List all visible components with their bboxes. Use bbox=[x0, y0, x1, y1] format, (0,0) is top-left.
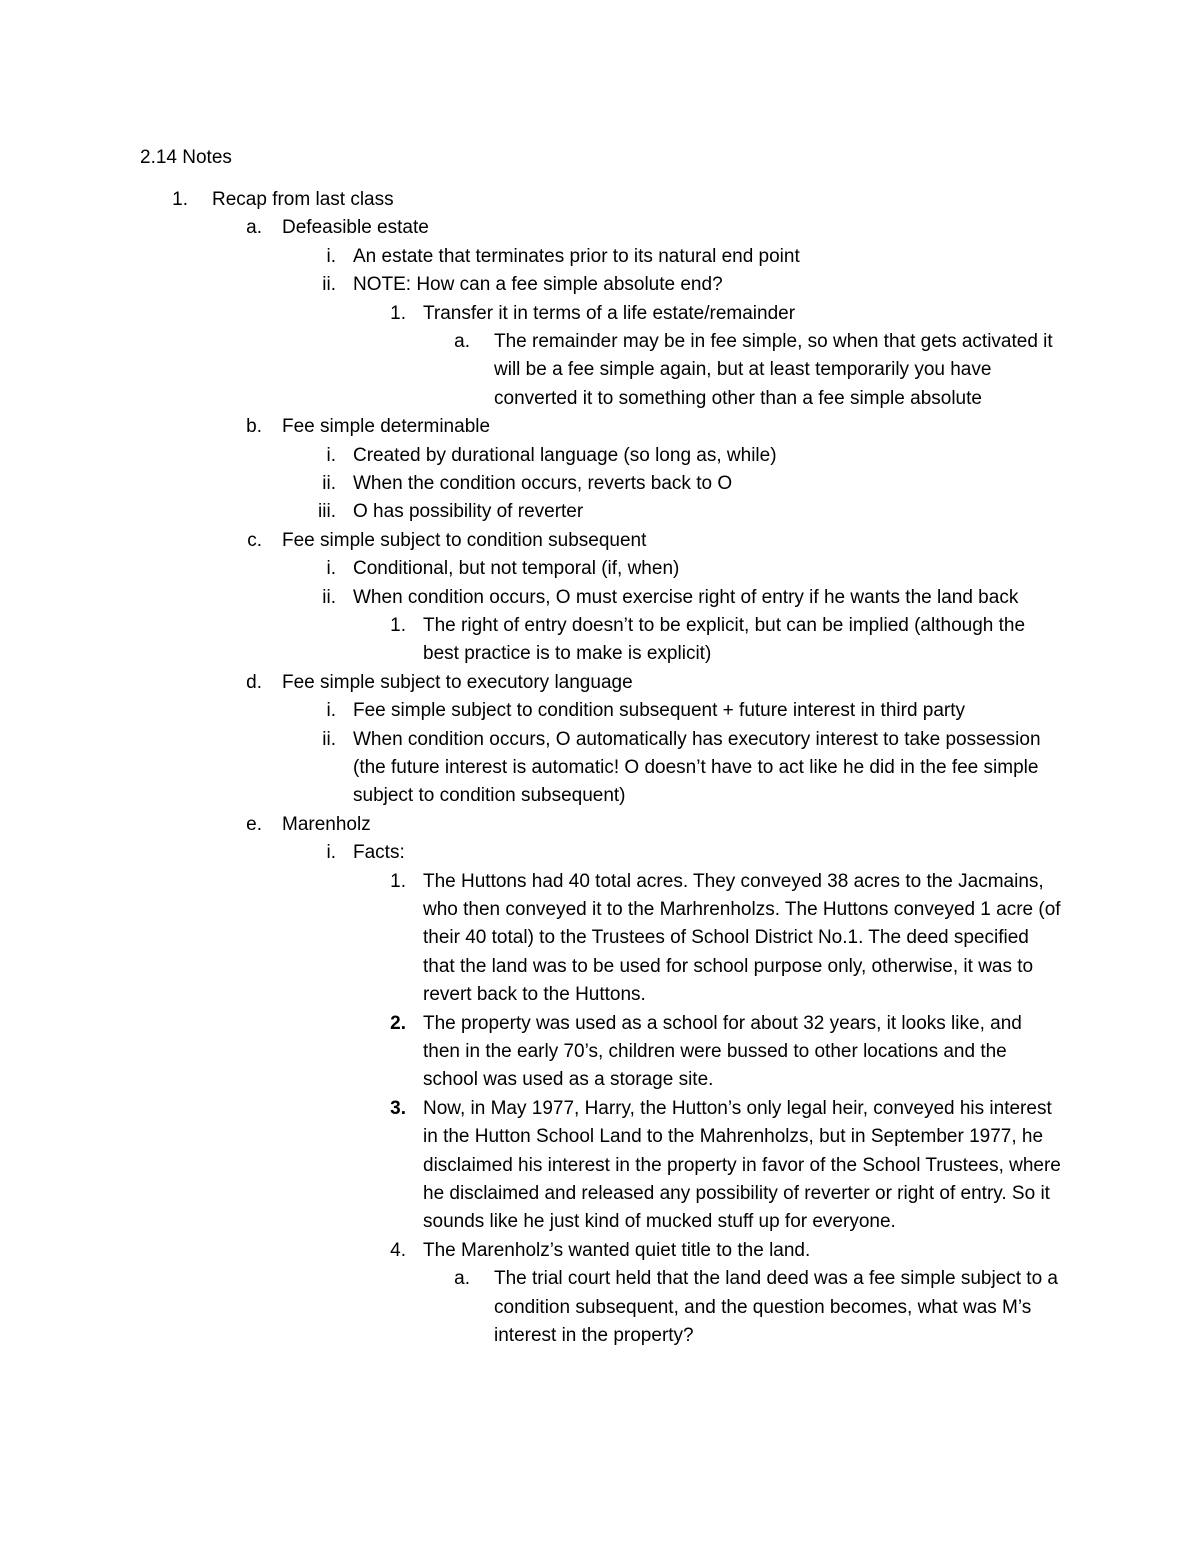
list-item-text: When the condition occurs, reverts back to O bbox=[353, 473, 733, 494]
page-title: 2.14 Notes bbox=[140, 147, 232, 168]
list-marker: 1. bbox=[390, 615, 406, 636]
outline-item-level-2 bbox=[246, 413, 1062, 441]
list-item-text: The remainder may be in fee simple, so when that gets activated it will be a fee simple again, but at least temporarily you have converted it to something other than a fee simple absolute bbox=[494, 331, 1053, 409]
list-item-text: Fee simple subject to condition subsequent bbox=[282, 529, 647, 551]
outline-item-level-3 bbox=[318, 498, 1062, 526]
list-item-text: The property was used as a school for about 32 years, it looks like, and then in the early 70’s, children were bussed to other locations and the school was used as a storage site. bbox=[423, 1012, 1022, 1091]
list-item-text: Fee simple subject to executory language bbox=[282, 671, 633, 693]
outline-item-level-2 bbox=[246, 811, 1062, 839]
list-marker: b. bbox=[246, 416, 262, 438]
outline-item-level-5 bbox=[454, 1265, 1062, 1350]
outline-item-level-4 bbox=[390, 1237, 1062, 1265]
list-item-text: The trial court held that the land deed was a fee simple subject to a condition subsequent, and the question becomes, what was M’s interest in the property? bbox=[494, 1268, 1058, 1346]
outline-item-level-4 bbox=[390, 300, 1062, 328]
list-marker: a. bbox=[454, 331, 470, 352]
list-marker: a. bbox=[454, 1268, 470, 1290]
outline-item-level-2 bbox=[247, 527, 1062, 555]
list-item-text: O has possibility of reverter bbox=[353, 501, 584, 523]
outline-item-level-3 bbox=[326, 839, 1062, 867]
list-marker: i. bbox=[326, 558, 336, 580]
list-item-text: An estate that terminates prior to its natural end point bbox=[353, 245, 800, 267]
list-item-text: Fee simple determinable bbox=[282, 416, 491, 438]
list-item-text: When condition occurs, O automatically has executory interest to take possession (the future interest is automatic! O doesn’t have to act like he did in the fee simple subject to condition subsequent) bbox=[353, 728, 1041, 807]
outline-item-level-2 bbox=[246, 214, 1062, 242]
list-marker: ii. bbox=[322, 586, 336, 608]
list-item-text: Defeasible estate bbox=[282, 217, 429, 239]
list-marker: i. bbox=[326, 444, 336, 466]
outline-item-level-2 bbox=[246, 669, 1062, 697]
outline-item-level-4 bbox=[390, 1095, 1062, 1237]
list-marker: e. bbox=[246, 813, 262, 835]
list-marker: 1. bbox=[390, 302, 406, 324]
list-marker: 2. bbox=[390, 1012, 406, 1034]
list-marker: i. bbox=[326, 842, 336, 864]
list-marker: ii. bbox=[322, 473, 336, 494]
list-item-text: Created by durational language (so long as, while) bbox=[353, 444, 777, 466]
list-marker: 1. bbox=[172, 189, 188, 210]
list-marker: 3. bbox=[390, 1097, 406, 1119]
list-marker: i. bbox=[326, 245, 336, 267]
list-marker: 4. bbox=[390, 1239, 406, 1261]
list-item-text: The Marenholz’s wanted quiet title to the land. bbox=[423, 1239, 811, 1261]
list-marker: i. bbox=[326, 700, 336, 722]
list-item-text: Fee simple subject to condition subsequent + future interest in third party bbox=[353, 700, 966, 722]
list-item-text: Now, in May 1977, Harry, the Hutton’s only legal heir, conveyed his interest in the Hutton School Land to the Mahrenholzs, but in September 1977, he disclaimed his interest in the property in favor of the School Trustees, where he disclaimed and released any possibility of reverter or right of entry. So it sounds like he just kind of mucked stuff up for everyone. bbox=[423, 1097, 1061, 1233]
list-marker: ii. bbox=[322, 274, 336, 296]
list-item-text: Facts: bbox=[353, 842, 405, 864]
list-item-text: Marenholz bbox=[282, 813, 371, 835]
list-marker: c. bbox=[247, 529, 262, 551]
list-item-text: Recap from last class bbox=[212, 189, 394, 210]
list-item-text: Transfer it in terms of a life estate/remainder bbox=[423, 302, 796, 324]
list-item-text: When condition occurs, O must exercise right of entry if he wants the land back bbox=[353, 586, 1019, 608]
outline-item-level-4 bbox=[390, 612, 1062, 669]
list-item-text: The right of entry doesn’t to be explicit, but can be implied (although the best practice is to make is explicit) bbox=[423, 615, 1026, 665]
outline-item-level-3 bbox=[322, 584, 1062, 612]
outline-item-level-5 bbox=[454, 328, 1062, 413]
outline-item-level-3 bbox=[322, 726, 1062, 811]
list-item-text: The Huttons had 40 total acres. They conveyed 38 acres to the Jacmains, who then conveyed it to the Marhrenholzs. The Huttons conveyed 1 acre (of their 40 total) to the Trustees of School District No.1. The deed specified that the land was to be used for school purpose only, otherwise, it was to revert back to the Huttons. bbox=[423, 870, 1061, 1006]
outline-item-level-3 bbox=[326, 697, 1062, 725]
outline-item-level-4 bbox=[390, 868, 1062, 1010]
outline-item-level-3 bbox=[326, 243, 1062, 271]
list-marker: ii. bbox=[322, 728, 336, 750]
list-item-text: Conditional, but not temporal (if, when) bbox=[353, 558, 680, 580]
list-marker: d. bbox=[246, 671, 262, 693]
outline-item-level-4 bbox=[390, 1010, 1062, 1095]
outline-item-level-3 bbox=[326, 442, 1062, 470]
list-item-text: NOTE: How can a fee simple absolute end? bbox=[353, 274, 723, 296]
list-marker: iii. bbox=[318, 501, 336, 523]
outline-item-level-3 bbox=[322, 271, 1062, 299]
outline-item-level-1 bbox=[172, 186, 1062, 214]
outline-item-level-3 bbox=[326, 555, 1062, 583]
list-marker: 1. bbox=[390, 870, 406, 892]
outline-item-level-3 bbox=[322, 470, 1062, 498]
list-marker: a. bbox=[246, 217, 262, 239]
